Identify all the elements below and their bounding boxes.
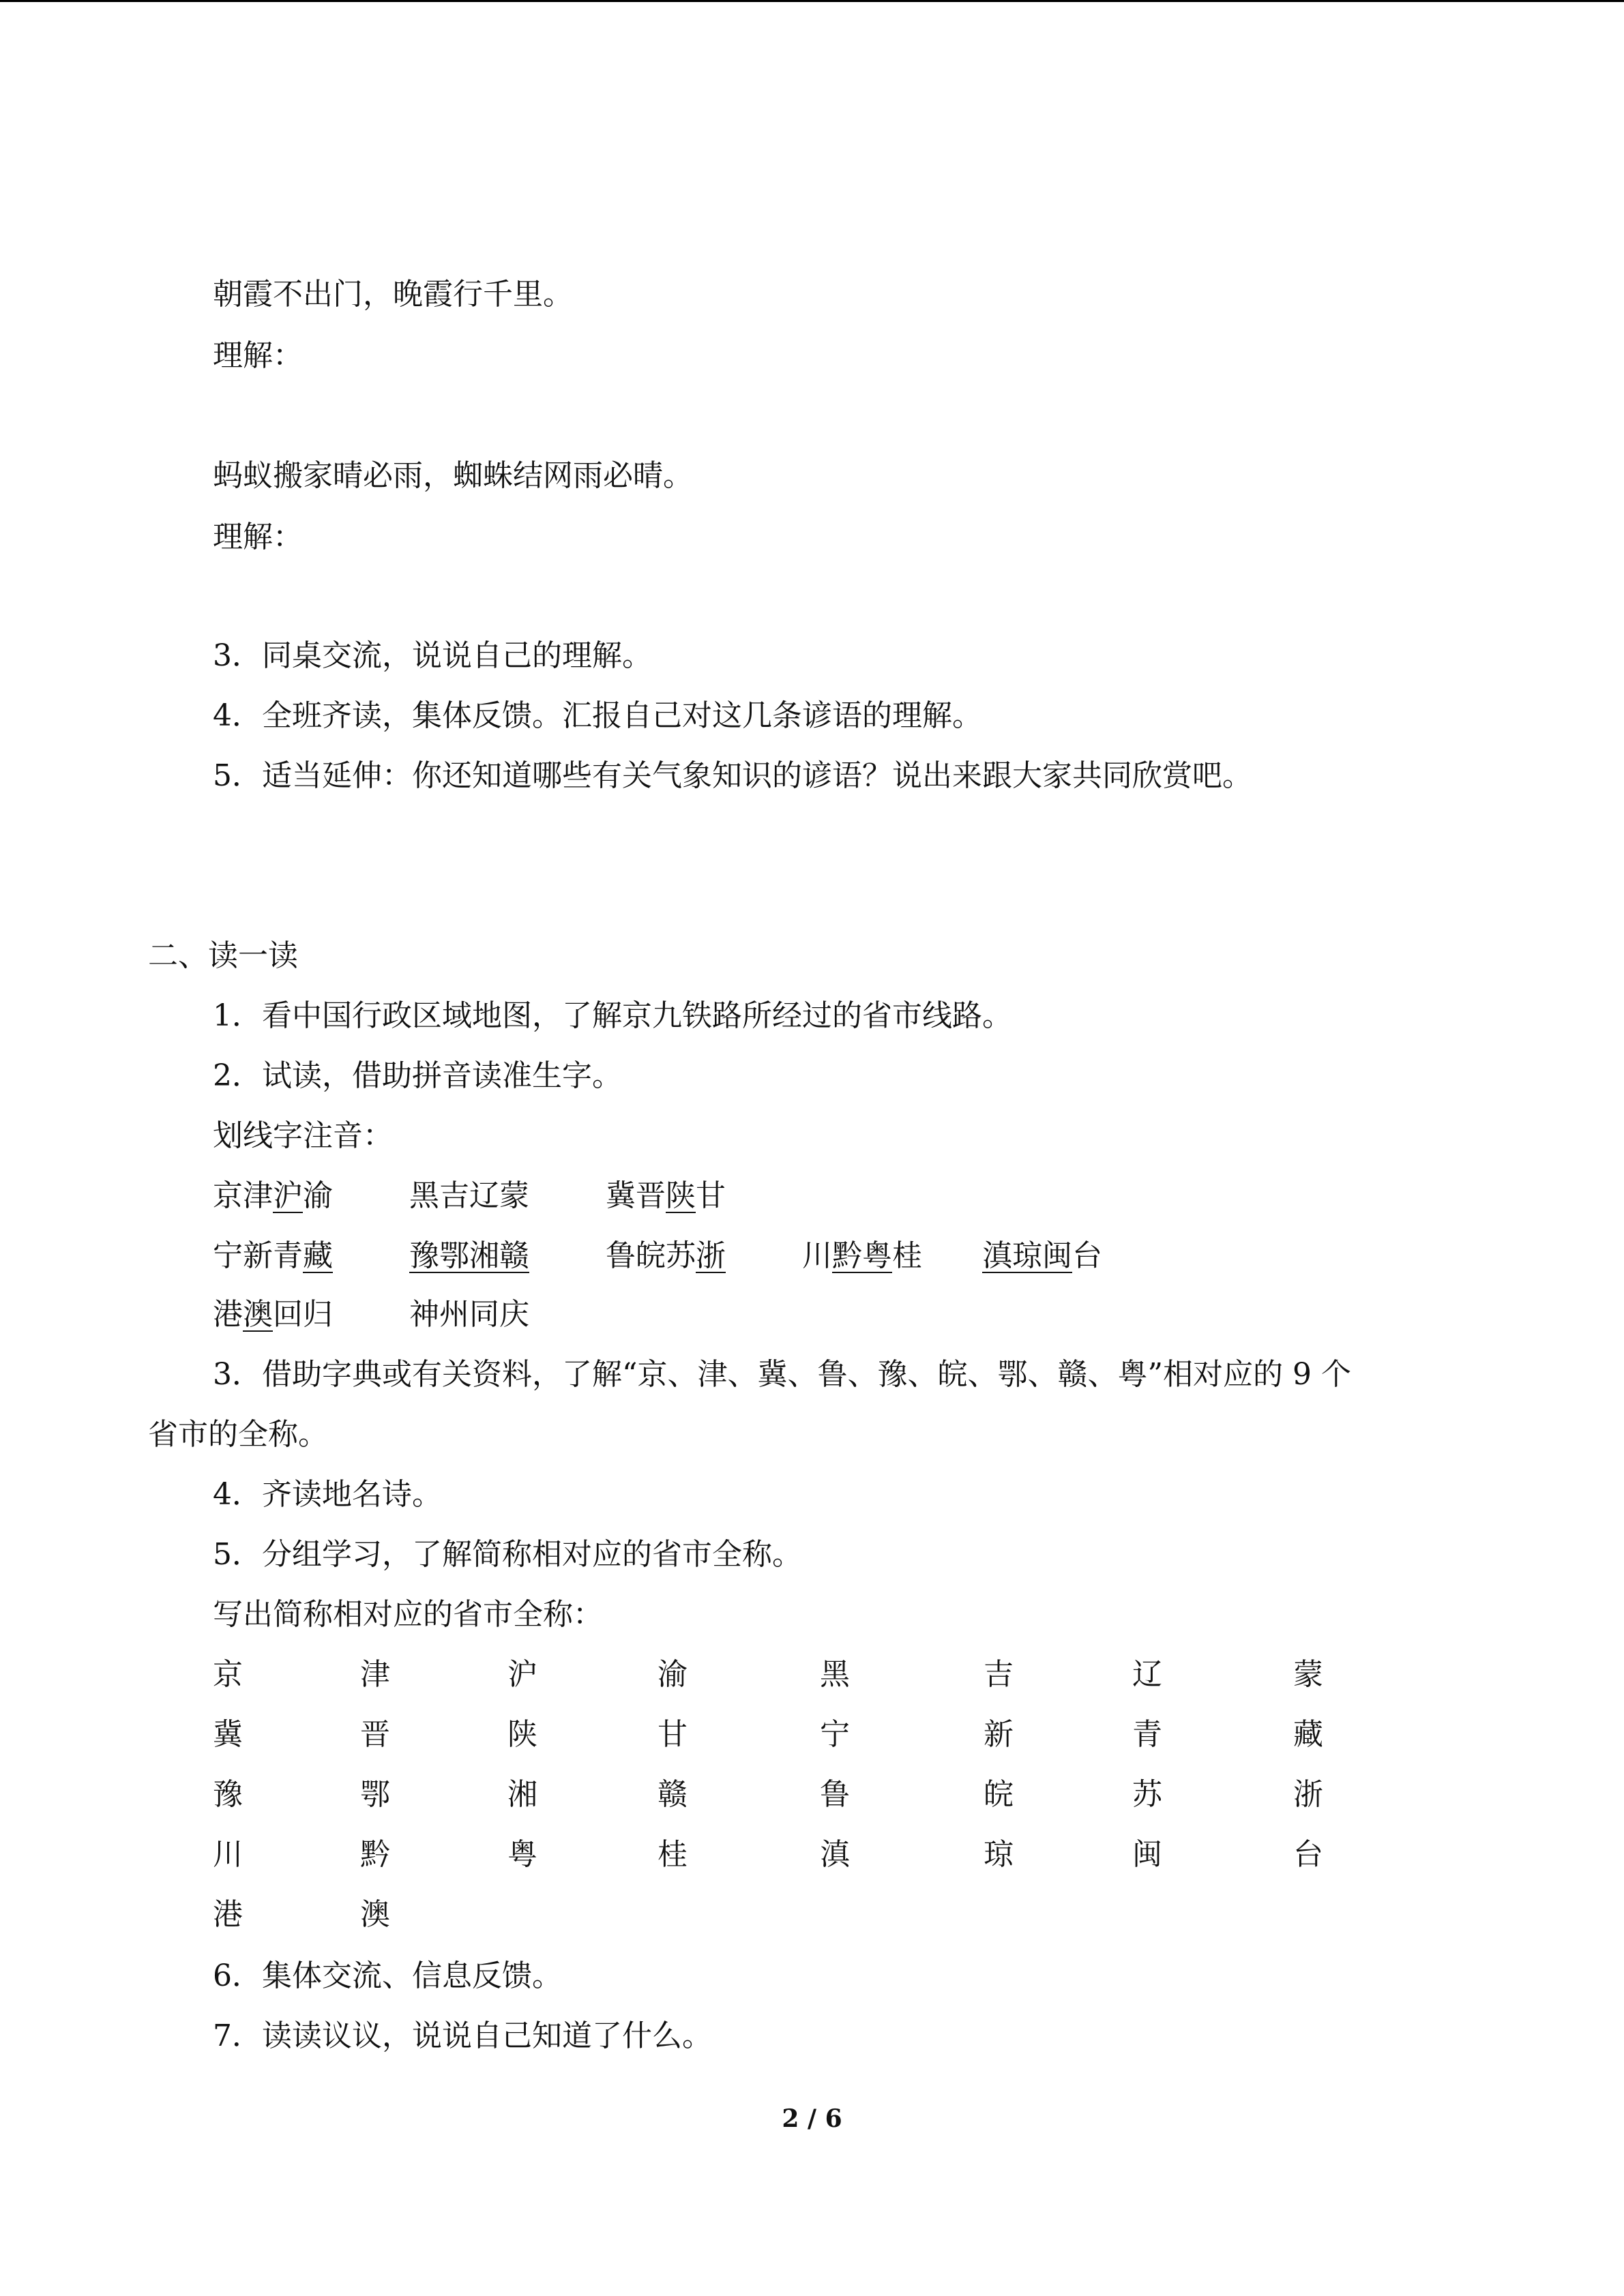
step-item-continuation: 省市的全称。 bbox=[148, 1417, 328, 1452]
poem-phrase bbox=[213, 1296, 333, 1334]
poem-text: 回归 bbox=[273, 1297, 333, 1332]
step-item: 5．适当延伸：你还知道哪些有关气象知识的谚语？说出来跟大家共同欣赏吧。 bbox=[213, 758, 1252, 793]
step-item: 7．读读议议，说说自己知道了什么。 bbox=[213, 2018, 712, 2053]
underlined-char: 藏 bbox=[303, 1238, 333, 1273]
underlined-char: 陕 bbox=[666, 1178, 696, 1213]
step-item: 6．集体交流、信息反馈。 bbox=[213, 1958, 562, 1993]
poem-text: 台 bbox=[1072, 1238, 1102, 1273]
fill-instruction: 写出简称相对应的省市全称： bbox=[213, 1597, 603, 1632]
abbreviation-cell: 皖 bbox=[984, 1777, 1014, 1812]
step-item: 4．全班齐读，集体反馈。汇报自己对这几条谚语的理解。 bbox=[213, 698, 982, 733]
abbreviation-cell: 鲁 bbox=[820, 1777, 850, 1812]
top-border bbox=[0, 0, 1624, 2]
abbreviation-cell: 豫 bbox=[213, 1777, 243, 1812]
poem-phrase bbox=[213, 1177, 333, 1215]
step-item: 4．齐读地名诗。 bbox=[213, 1477, 442, 1512]
step-item: 2．试读，借助拼音读准生字。 bbox=[213, 1058, 622, 1093]
abbreviation-cell: 京 bbox=[213, 1657, 243, 1692]
poem-text: 港 bbox=[213, 1297, 243, 1332]
underlined-char: 黔粤 bbox=[832, 1238, 892, 1273]
poem-text: 宁新青 bbox=[213, 1238, 303, 1273]
poem-text: 黑吉辽蒙 bbox=[409, 1178, 529, 1213]
abbreviation-cell: 粤 bbox=[507, 1837, 537, 1872]
poem-phrase bbox=[802, 1237, 922, 1275]
abbreviation-cell: 浙 bbox=[1293, 1777, 1323, 1812]
poem-phrase bbox=[409, 1177, 529, 1215]
abbreviation-cell: 湘 bbox=[507, 1777, 537, 1812]
abbreviation-cell: 黑 bbox=[820, 1657, 850, 1692]
poem-phrase bbox=[409, 1237, 529, 1275]
poem-phrase bbox=[982, 1237, 1102, 1275]
abbreviation-cell: 藏 bbox=[1293, 1717, 1323, 1752]
poem-text: 川 bbox=[802, 1238, 832, 1273]
understanding-label: 理解： bbox=[213, 520, 303, 554]
abbreviation-cell: 宁 bbox=[820, 1717, 850, 1752]
understanding-label: 理解： bbox=[213, 338, 303, 373]
abbreviation-cell: 渝 bbox=[658, 1657, 688, 1692]
step-item: 3．同桌交流，说说自己的理解。 bbox=[213, 638, 652, 673]
abbreviation-cell: 蒙 bbox=[1293, 1657, 1323, 1692]
poem-text: 桂 bbox=[892, 1238, 922, 1273]
section-heading: 二、读一读 bbox=[148, 938, 298, 973]
underlined-char: 沪 bbox=[273, 1178, 303, 1213]
abbreviation-cell: 闽 bbox=[1132, 1837, 1162, 1872]
abbreviation-cell: 赣 bbox=[658, 1777, 688, 1812]
poem-text: 冀晋 bbox=[606, 1178, 666, 1213]
step-item: 1．看中国行政区域地图，了解京九铁路所经过的省市线路。 bbox=[213, 998, 1012, 1033]
underlined-char: 滇琼闽 bbox=[982, 1238, 1072, 1273]
abbreviation-cell: 沪 bbox=[507, 1657, 537, 1692]
proverb-text: 朝霞不出门，晚霞行千里。 bbox=[213, 277, 573, 312]
step-item: 3．借助字典或有关资料，了解“京、津、冀、鲁、豫、皖、鄂、赣、粤”相对应的 9 个 bbox=[213, 1357, 1351, 1392]
poem-phrase bbox=[213, 1237, 333, 1275]
abbreviation-cell: 川 bbox=[213, 1837, 243, 1872]
underlined-char: 澳 bbox=[243, 1297, 273, 1332]
abbreviation-cell: 吉 bbox=[984, 1657, 1014, 1692]
abbreviation-cell: 澳 bbox=[360, 1897, 390, 1932]
abbreviation-cell: 琼 bbox=[984, 1837, 1014, 1872]
abbreviation-cell: 辽 bbox=[1132, 1657, 1162, 1692]
abbreviation-cell: 鄂 bbox=[360, 1777, 390, 1812]
pinyin-instruction: 划线字注音： bbox=[213, 1118, 393, 1153]
abbreviation-cell: 黔 bbox=[360, 1837, 390, 1872]
poem-text: 甘 bbox=[696, 1178, 726, 1213]
abbreviation-cell: 苏 bbox=[1132, 1777, 1162, 1812]
poem-text: 神州同庆 bbox=[409, 1297, 529, 1332]
underlined-char: 豫鄂湘赣 bbox=[409, 1238, 529, 1273]
abbreviation-cell: 桂 bbox=[658, 1837, 688, 1872]
poem-text: 渝 bbox=[303, 1178, 333, 1213]
abbreviation-cell: 津 bbox=[360, 1657, 390, 1692]
proverb-text: 蚂蚁搬家晴必雨，蜘蛛结网雨必晴。 bbox=[213, 458, 693, 493]
poem-text: 京津 bbox=[213, 1178, 273, 1213]
poem-phrase bbox=[606, 1177, 726, 1215]
page-number: 2 / 6 bbox=[782, 2104, 842, 2133]
abbreviation-cell: 陕 bbox=[507, 1717, 537, 1752]
abbreviation-cell: 晋 bbox=[360, 1717, 390, 1752]
abbreviation-cell: 甘 bbox=[658, 1717, 688, 1752]
poem-text: 鲁皖苏 bbox=[606, 1238, 696, 1273]
abbreviation-cell: 台 bbox=[1293, 1837, 1323, 1872]
underlined-char: 浙 bbox=[696, 1238, 726, 1273]
poem-phrase bbox=[606, 1237, 726, 1275]
abbreviation-cell: 新 bbox=[984, 1717, 1014, 1752]
abbreviation-cell: 青 bbox=[1132, 1717, 1162, 1752]
abbreviation-cell: 冀 bbox=[213, 1717, 243, 1752]
step-item: 5．分组学习，了解简称相对应的省市全称。 bbox=[213, 1537, 802, 1572]
abbreviation-cell: 滇 bbox=[820, 1837, 850, 1872]
poem-phrase bbox=[409, 1296, 529, 1334]
abbreviation-cell: 港 bbox=[213, 1897, 243, 1932]
